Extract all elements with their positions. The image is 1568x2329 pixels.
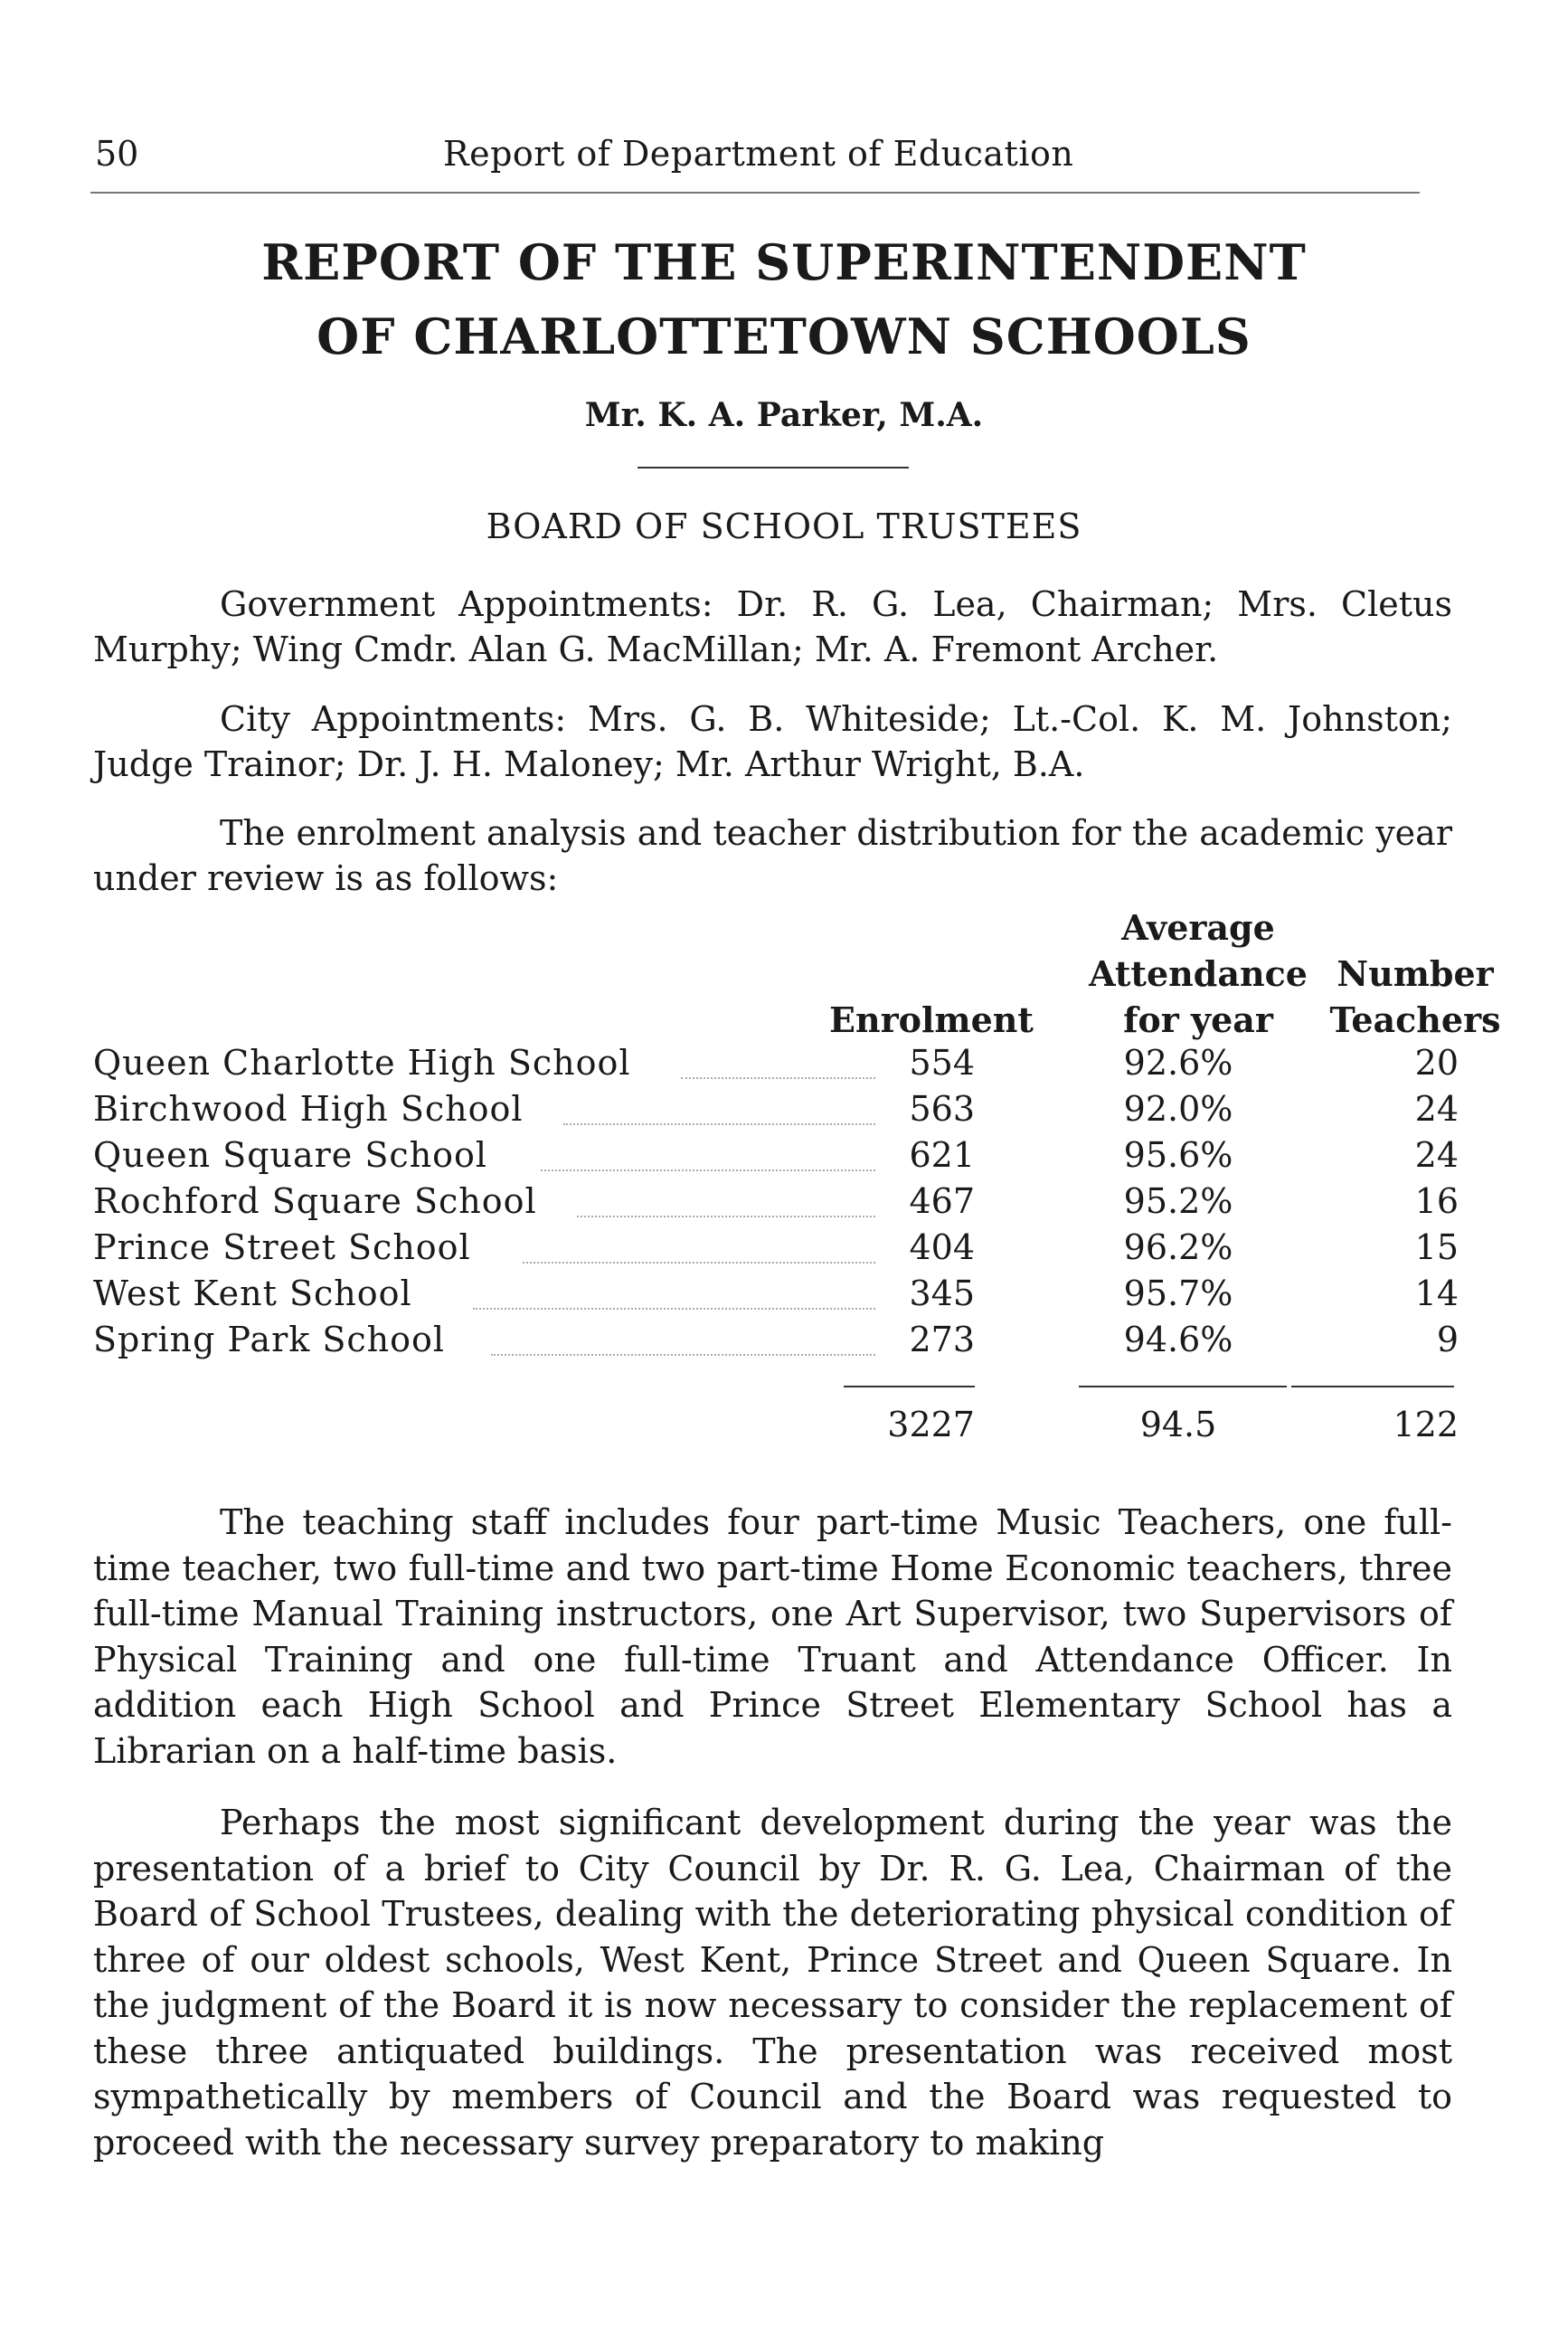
running-title: Report of Department of Education bbox=[443, 134, 1074, 174]
school-name: Queen Square School bbox=[93, 1135, 488, 1175]
teachers-sum-rule bbox=[1291, 1386, 1454, 1387]
report-title-line-1: REPORT OF THE SUPERINTENDENT bbox=[261, 233, 1307, 291]
dot-leader bbox=[541, 1169, 875, 1171]
title-divider bbox=[638, 467, 909, 469]
attendance-value: 92.6% bbox=[1123, 1043, 1233, 1083]
attendance-value: 95.7% bbox=[1123, 1273, 1233, 1313]
intro-text: The enrolment analysis and teacher distribution for the academic year under review is as follows: bbox=[93, 813, 1452, 898]
enrolment-header-label: Enrolment bbox=[829, 999, 1034, 1040]
staff-paragraph bbox=[93, 1500, 1452, 1774]
school-name: West Kent School bbox=[93, 1273, 412, 1313]
attendance-header-line-3: for year bbox=[1123, 999, 1273, 1040]
dot-leader bbox=[577, 1216, 875, 1217]
table-row bbox=[93, 1043, 1459, 1089]
board-heading: BOARD OF SCHOOL TRUSTEES bbox=[486, 507, 1082, 546]
total-teachers: 122 bbox=[1393, 1405, 1459, 1444]
enrolment-value: 345 bbox=[909, 1273, 975, 1313]
school-name: Birchwood High School bbox=[93, 1089, 524, 1129]
enrolment-value: 554 bbox=[909, 1043, 975, 1083]
teachers-header-line-1: Number bbox=[1337, 953, 1494, 994]
header-rule bbox=[90, 192, 1420, 194]
enrolment-value: 273 bbox=[909, 1320, 975, 1359]
totals-row bbox=[93, 1405, 1459, 1451]
school-name: Rochford Square School bbox=[93, 1181, 537, 1221]
school-name: Spring Park School bbox=[93, 1320, 446, 1359]
enrolment-value: 621 bbox=[909, 1135, 975, 1175]
teachers-value: 15 bbox=[1414, 1227, 1459, 1267]
page-number: 50 bbox=[95, 134, 139, 174]
teachers-value: 14 bbox=[1414, 1273, 1459, 1313]
attendance-value: 92.0% bbox=[1123, 1089, 1233, 1129]
table-row bbox=[93, 1273, 1459, 1320]
attendance-value: 94.6% bbox=[1123, 1320, 1233, 1359]
attendance-value: 95.6% bbox=[1123, 1135, 1233, 1175]
attendance-value: 96.2% bbox=[1123, 1227, 1233, 1267]
table-row bbox=[93, 1227, 1459, 1273]
attendance-sum-rule bbox=[1079, 1386, 1287, 1387]
enrolment-value: 404 bbox=[909, 1227, 975, 1267]
table-row bbox=[93, 1089, 1459, 1135]
dot-leader bbox=[563, 1123, 875, 1125]
table-row bbox=[93, 1135, 1459, 1181]
report-title-line-2: OF CHARLOTTETOWN SCHOOLS bbox=[316, 308, 1252, 365]
teachers-value: 9 bbox=[1436, 1320, 1459, 1359]
intro-paragraph bbox=[93, 810, 1452, 901]
development-text: Perhaps the most significant development during the year was the presentation of a brief to City Council by Dr. R. G. Lea, Chairman of the Board of School Trustees, dealing with the deteriorating physical condition of three of our oldest schools, West Kent, Prince Street and Queen Square. In the judgment of the Board it is now necessary to consider the replacement of these three antiquated buildings. The presentation was received most sympathetically by members of Council and the Board was requested to proceed with the necessary survey preparatory to making bbox=[93, 1803, 1452, 2163]
development-paragraph bbox=[93, 1800, 1452, 2165]
table-row bbox=[93, 1320, 1459, 1366]
teachers-value: 24 bbox=[1414, 1089, 1459, 1129]
total-enrolment: 3227 bbox=[887, 1405, 975, 1444]
staff-text: The teaching staff includes four part-time Music Teachers, one full-time teacher, two full-time and two part-time Home Economic teachers, three full-time Manual Training instructors, one Art Supervisor, two Supervisors of Physical Training and one full-time Truant and Attendance Officer. In addition each High School and Prince Street Elementary School has a Librarian on a half-time basis. bbox=[93, 1502, 1452, 1771]
teachers-value: 24 bbox=[1414, 1135, 1459, 1175]
dot-leader bbox=[681, 1077, 875, 1079]
school-name: Queen Charlotte High School bbox=[93, 1043, 631, 1083]
city-appointments-paragraph bbox=[93, 696, 1452, 787]
teachers-value: 20 bbox=[1414, 1043, 1459, 1083]
running-header bbox=[95, 134, 1456, 179]
government-appointments-paragraph bbox=[93, 582, 1452, 672]
dot-leader bbox=[491, 1354, 875, 1356]
attendance-value: 95.2% bbox=[1123, 1181, 1233, 1221]
dot-leader bbox=[523, 1262, 875, 1264]
school-name: Prince Street School bbox=[93, 1227, 471, 1267]
government-appointments-text: Government Appointments: Dr. R. G. Lea, Chairman; Mrs. Cletus Murphy; Wing Cmdr. Alan G. MacMillan; Mr. A. Fremont Archer. bbox=[93, 584, 1452, 669]
enrolment-value: 467 bbox=[909, 1181, 975, 1221]
enrolment-header bbox=[778, 997, 1085, 1043]
average-attendance: 94.5 bbox=[1139, 1405, 1217, 1444]
teachers-header bbox=[1270, 951, 1560, 1043]
enrolment-sum-rule bbox=[844, 1386, 975, 1387]
enrolment-table bbox=[93, 904, 1501, 1465]
teachers-header-line-2: Teachers bbox=[1329, 999, 1501, 1040]
attendance-header-line-2: Attendance bbox=[1089, 953, 1308, 994]
table-row bbox=[93, 1181, 1459, 1227]
dot-leader bbox=[473, 1308, 875, 1310]
enrolment-value: 563 bbox=[909, 1089, 975, 1129]
teachers-value: 16 bbox=[1414, 1181, 1459, 1221]
attendance-header-line-1: Average bbox=[1121, 907, 1275, 948]
report-author: Mr. K. A. Parker, M.A. bbox=[584, 396, 984, 434]
city-appointments-text: City Appointments: Mrs. G. B. Whiteside; Lt.-Col. K. M. Johnston; Judge Trainor; Dr. J. H. Maloney; Mr. Arthur Wright, B.A. bbox=[93, 699, 1452, 784]
